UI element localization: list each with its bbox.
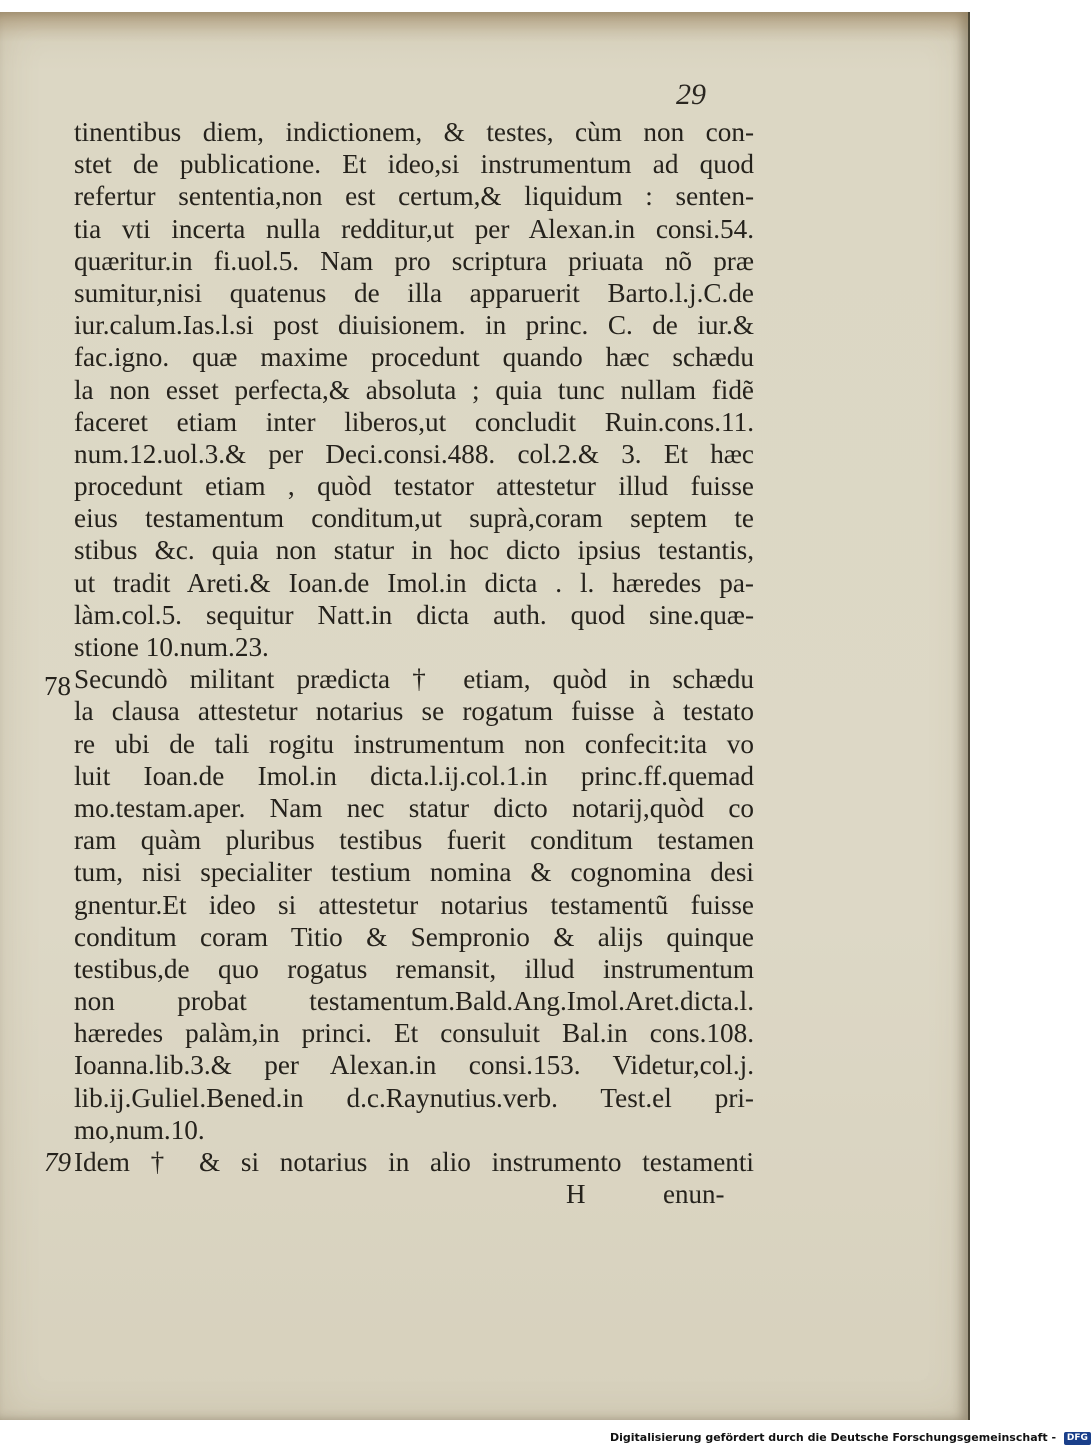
text-line: mo.testam.aper. Nam nec statur dicto notarij,quòd co [74, 792, 754, 823]
marginal-number-79: 79 [44, 1147, 71, 1177]
text-line: lib.ij.Guliel.Bened.in d.c.Raynutius.verb. Test.el pri- [74, 1082, 754, 1113]
text-line: num.12.uol.3.& per Deci.consi.488. col.2.& 3. Et hæc [74, 438, 754, 469]
text-line: sumitur,nisi quatenus de illa apparuerit Barto.l.j.C.de [74, 277, 754, 308]
text-line: fac.igno. quæ maxime procedunt quando hæc schædu [74, 342, 754, 373]
page-top-edge [0, 12, 968, 42]
book-page [0, 12, 970, 1420]
digitization-credit [610, 1431, 1091, 1445]
text-line: non probat testamentum.Bald.Ang.Imol.Aret.dicta.l. [74, 986, 754, 1017]
text-line: conditum coram Titio & Sempronio & alijs quinque [74, 921, 754, 952]
text-line: tinentibus diem, indictionem, & testes, cùm non con- [74, 117, 754, 147]
text-line: procedunt etiam , quòd testator attestetur illud fuisse [74, 471, 754, 502]
text-line: faceret etiam inter liberos,ut concludit Ruin.cons.11. [74, 406, 754, 437]
text-line: tia vti incerta nulla redditur,ut per Alexan.in consi.54. [74, 213, 754, 244]
text-line: stione 10.num.23. [74, 632, 269, 662]
dfg-logo: DFG [1064, 1432, 1091, 1445]
text-line: mo,num.10. [74, 1114, 205, 1145]
text-line: làm.col.5. sequitur Natt.in dicta auth. quod sine.quæ- [74, 599, 754, 630]
text-line: stet de publicatione. Et ideo,si instrumentum ad quod [74, 149, 754, 180]
text-line: hæredes palàm,in princi. Et consuluit Bal.in cons.108. [74, 1018, 754, 1049]
text-line: testibus,de quo rogatus remansit, illud instrumentum [74, 953, 754, 984]
credit-text: Digitalisierung gefördert durch die Deutsche Forschungsgemeinschaft - [610, 1431, 1057, 1444]
text-line: ut tradit Areti.& Ioan.de Imol.in dicta . l. hæredes pa- [74, 567, 754, 598]
text-line: stibus &c. quia non statur in hoc dicto ipsius testantis, [74, 535, 754, 566]
catchword: enun- [663, 1179, 725, 1209]
text-line: re ubi de tali rogitu instrumentum non confecit:ita vo [74, 728, 754, 759]
text-line: refertur sententia,non est certum,& liquidum : senten- [74, 181, 754, 212]
text-line: la non esset perfecta,& absoluta ; quia tunc nullam fidẽ [74, 374, 754, 405]
text-line: la clausa attestetur notarius se rogatum fuisse à testato [74, 696, 754, 727]
folio-number: 29 [676, 78, 706, 111]
text-line: iur.calum.Ias.l.si post diuisionem. in princ. C. de iur.& [74, 310, 754, 341]
marginal-number-78: 78 [44, 671, 71, 701]
text-line: gnentur.Et ideo si attestetur notarius testamentũ fuisse [74, 889, 754, 920]
text-line: luit Ioan.de Imol.in dicta.l.ij.col.1.in princ.ff.quemad [74, 760, 754, 791]
text-line: eius testamentum conditum,ut suprà,coram septem te [74, 503, 754, 534]
text-line: tum, nisi specialiter testium nomina & cognomina desi [74, 857, 754, 888]
text-line: ram quàm pluribus testibus fuerit conditum testamen [74, 825, 754, 856]
text-line: Secundò militant prædicta † etiam, quòd in schædu [74, 664, 754, 695]
text-line: Idem † & si notarius in alio instrumento testamenti [74, 1147, 754, 1177]
text-line: Ioanna.lib.3.& per Alexan.in consi.153. Videtur,col.j. [74, 1050, 754, 1081]
text-line: quæritur.in fi.uol.5. Nam pro scriptura priuata nõ præ [74, 245, 754, 276]
body-text [74, 116, 754, 1178]
signature-mark: H [566, 1179, 586, 1209]
